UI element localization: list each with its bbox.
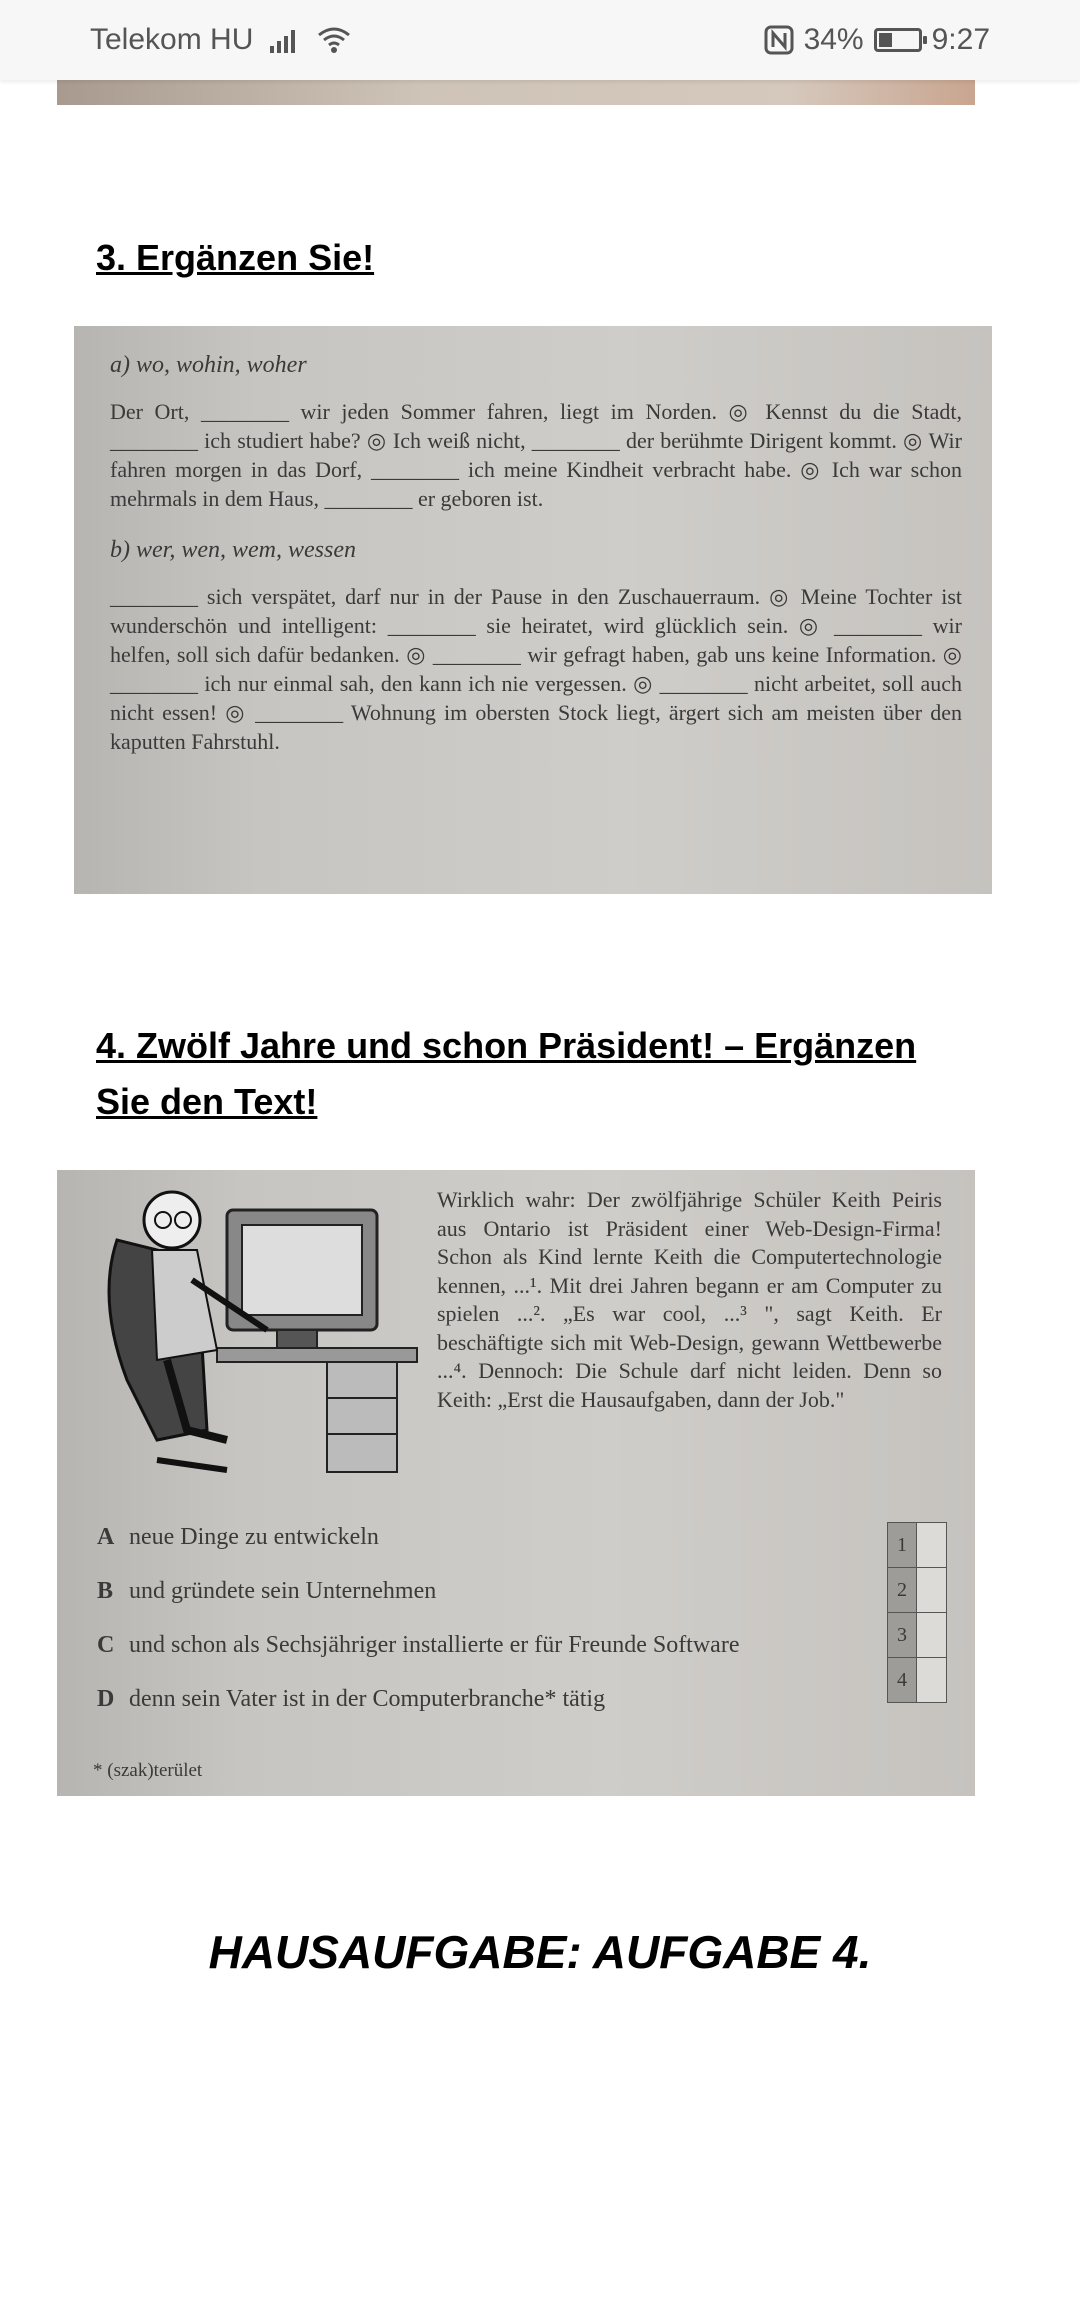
option-b [97, 1564, 917, 1618]
option-letter: B [97, 1578, 114, 1604]
grid-answer-box [916, 1613, 946, 1657]
exercise3-part-b-text: ________ sich verspätet, darf nur in der Pause in den Zuschauerraum. ◎ Meine Tochter ist wunderschön und intelligent: ________ sie heiratet, wird glücklich sein. ◎ ________ wir helfen, soll sich dafür bedanken. ◎ ________ wir gefragt haben, gab uns keine Information. ◎ ________ ich nur einmal sah, den kann ich nie vergessen. ◎ ________ nicht arbeitet, soll auch nicht essen! ◎ ________ Wohnung im obersten Stock liegt, ärgert sich am meisten über den kaputten Fahrstuhl. [110, 584, 962, 754]
signal-icon [269, 26, 301, 54]
exercise3-photo [74, 326, 992, 894]
grid-row [887, 1567, 947, 1612]
option-letter: C [97, 1632, 115, 1658]
exercise4-heading [96, 1018, 996, 1130]
option-text: und schon als Sechsjähriger installierte er für Freunde Software [129, 1632, 740, 1658]
grid-row [887, 1657, 947, 1703]
grid-answer-box [916, 1658, 946, 1702]
exercise4-heading-line1: 4. Zwölf Jahre und schon Präsident! – Ergänzen [96, 1025, 917, 1066]
exercise4-options [97, 1510, 917, 1726]
homework-note: HAUSAUFGABE: AUFGABE 4. [208, 1926, 872, 1978]
answer-grid [887, 1522, 947, 1703]
grid-answer-box [916, 1568, 946, 1612]
grid-number: 2 [888, 1568, 916, 1612]
carrier-label: Telekom HU [90, 23, 254, 56]
option-text: und gründete sein Unternehmen [129, 1578, 437, 1604]
option-letter: A [97, 1524, 115, 1550]
grid-number: 1 [888, 1523, 916, 1567]
option-d [97, 1672, 917, 1726]
exercise4-heading-line2: Sie den Text! [96, 1081, 318, 1122]
option-text: denn sein Vater ist in der Computerbranche* tätig [129, 1686, 606, 1712]
grid-row [887, 1522, 947, 1567]
grid-number: 4 [888, 1658, 916, 1702]
footnote: * (szak)terület [93, 1760, 203, 1781]
exercise3-part-a-text: Der Ort, ________ wir jeden Sommer fahren, liegt im Norden. ◎ Kennst du die Stadt, ________ ich studiert habe? ◎ Ich weiß nicht, ________ der berühmte Dirigent kommt. ◎ Wir fahren morgen in das Dorf, ________ ich meine Kindheit verbracht habe. ◎ Ich war schon mehrmals in dem Haus, ________ er geboren ist. [110, 399, 962, 511]
wifi-icon [317, 26, 351, 54]
option-letter: D [97, 1686, 115, 1712]
exercise4-text: Wirklich wahr: Der zwölfjährige Schüler Keith Peiris aus Ontario ist Präsident einer Web-Design-Firma! Schon als Kind lernte Keith die Computertechnologie kennen, ...¹. Mit drei Jahren begann er am Computer zu spielen ...². „Es war cool, ...³ ", sagt Keith. Er beschäftigte sich mit Web-Design, gewann Wettbewerbe ...⁴. Dennoch: Die Schule darf nicht leiden. Denn so Keith: „Erst die Hausaufgaben, dann der Job." [437, 1187, 942, 1412]
grid-row [887, 1612, 947, 1657]
grid-number: 3 [888, 1613, 916, 1657]
exercise3-heading: 3. Ergänzen Sie! [96, 237, 375, 278]
option-text: neue Dinge zu entwickeln [129, 1524, 379, 1550]
exercise4-photo [57, 1170, 975, 1796]
exercise3-part-a-label: a) wo, wohin, woher [110, 352, 307, 378]
option-c [97, 1618, 917, 1672]
status-bar [0, 0, 1080, 80]
exercise3-part-b-label: b) wer, wen, wem, wessen [110, 537, 356, 563]
option-a [97, 1510, 917, 1564]
battery-percent: 34% [803, 23, 864, 56]
battery-level [879, 33, 892, 47]
nfc-icon [764, 25, 794, 55]
boy-at-computer-illustration [97, 1180, 477, 1480]
clock: 9:27 [931, 23, 990, 56]
battery-icon [874, 28, 922, 52]
grid-answer-box [916, 1523, 946, 1567]
